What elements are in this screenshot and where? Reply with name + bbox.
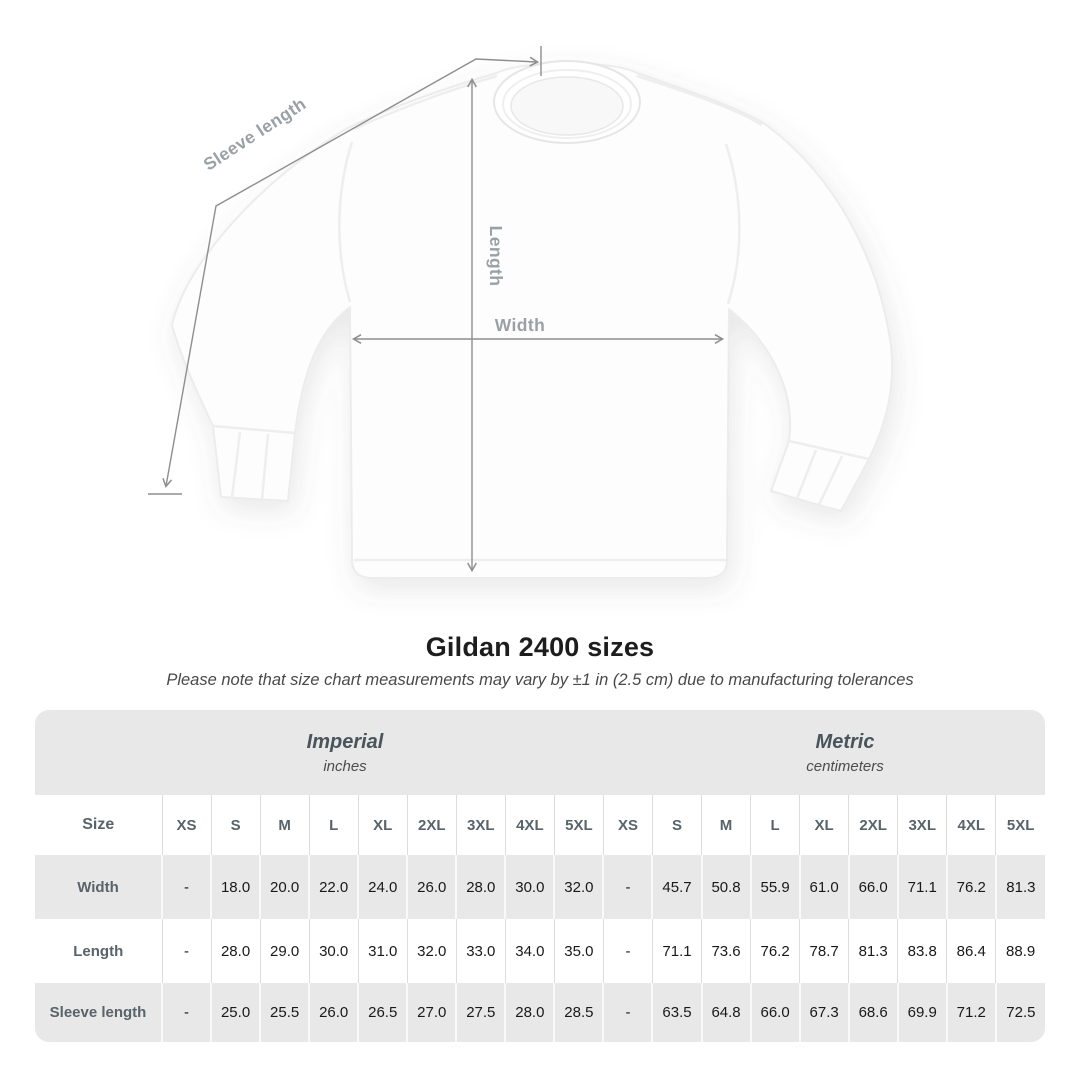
imperial-size-header: XL (358, 795, 407, 855)
metric-value-cell: 83.8 (898, 919, 947, 983)
imperial-value-cell: 26.5 (358, 983, 407, 1042)
imperial-value-cell: 24.0 (358, 855, 407, 919)
unit-group-header (35, 710, 1045, 795)
metric-size-header: 5XL (996, 795, 1045, 855)
size-chart-table (35, 710, 1045, 1042)
metric-value-cell: 55.9 (751, 855, 800, 919)
metric-size-header: XS (603, 795, 652, 855)
imperial-value-cell: 28.0 (211, 919, 260, 983)
imperial-group-label: Imperial (306, 730, 384, 753)
metric-group (806, 731, 884, 775)
measurement-row (35, 855, 1045, 919)
imperial-value-cell: 31.0 (358, 919, 407, 983)
imperial-value-cell: 25.0 (211, 983, 260, 1042)
imperial-value-cell: 30.0 (309, 919, 358, 983)
size-corner-header: Size (35, 795, 162, 855)
imperial-value-cell: - (162, 983, 211, 1042)
row-label: Sleeve length (35, 983, 162, 1042)
metric-size-header: XL (800, 795, 849, 855)
metric-size-header: M (702, 795, 751, 855)
imperial-value-cell: 32.0 (407, 919, 456, 983)
measurements-table (35, 795, 1045, 1042)
imperial-value-cell: 35.0 (554, 919, 603, 983)
metric-group-label: Metric (815, 730, 875, 753)
imperial-value-cell: 30.0 (505, 855, 554, 919)
imperial-size-header: 5XL (554, 795, 603, 855)
imperial-value-cell: - (162, 855, 211, 919)
metric-value-cell: - (603, 855, 652, 919)
metric-size-header: S (652, 795, 701, 855)
size-header-row (35, 795, 1045, 855)
imperial-size-header: S (211, 795, 260, 855)
imperial-value-cell: 20.0 (260, 855, 309, 919)
metric-value-cell: 81.3 (996, 855, 1045, 919)
metric-value-cell: 64.8 (702, 983, 751, 1042)
metric-value-cell: 68.6 (849, 983, 898, 1042)
imperial-size-header: 2XL (407, 795, 456, 855)
collar (494, 61, 640, 143)
metric-value-cell: 71.2 (947, 983, 996, 1042)
metric-value-cell: 50.8 (702, 855, 751, 919)
metric-size-header: L (751, 795, 800, 855)
metric-value-cell: 76.2 (947, 855, 996, 919)
imperial-value-cell: 29.0 (260, 919, 309, 983)
imperial-value-cell: - (162, 919, 211, 983)
imperial-size-header: XS (162, 795, 211, 855)
metric-value-cell: 66.0 (849, 855, 898, 919)
metric-size-header: 2XL (849, 795, 898, 855)
metric-value-cell: 88.9 (996, 919, 1045, 983)
metric-value-cell: 81.3 (849, 919, 898, 983)
metric-value-cell: 69.9 (898, 983, 947, 1042)
imperial-value-cell: 28.0 (505, 983, 554, 1042)
imperial-size-header: M (260, 795, 309, 855)
imperial-value-cell: 27.0 (407, 983, 456, 1042)
imperial-value-cell: 33.0 (456, 919, 505, 983)
imperial-value-cell: 25.5 (260, 983, 309, 1042)
metric-value-cell: - (603, 919, 652, 983)
metric-value-cell: 61.0 (800, 855, 849, 919)
imperial-group (307, 731, 384, 775)
page-title: Gildan 2400 sizes (425, 632, 655, 662)
metric-group-unit: centimeters (806, 757, 884, 775)
imperial-value-cell: 26.0 (309, 983, 358, 1042)
width-label: Width (494, 315, 546, 335)
imperial-value-cell: 28.0 (456, 855, 505, 919)
imperial-size-header: L (309, 795, 358, 855)
measurement-row (35, 983, 1045, 1042)
metric-size-header: 4XL (947, 795, 996, 855)
imperial-value-cell: 34.0 (505, 919, 554, 983)
metric-size-header: 3XL (898, 795, 947, 855)
metric-value-cell: 45.7 (652, 855, 701, 919)
metric-value-cell: 76.2 (751, 919, 800, 983)
length-label: Length (486, 225, 506, 287)
row-label: Length (35, 919, 162, 983)
metric-value-cell: 73.6 (702, 919, 751, 983)
metric-value-cell: 66.0 (751, 983, 800, 1042)
sleeve-length-label: Sleeve length (199, 93, 310, 175)
metric-value-cell: 78.7 (800, 919, 849, 983)
metric-value-cell: 63.5 (652, 983, 701, 1042)
metric-value-cell: 67.3 (800, 983, 849, 1042)
metric-value-cell: - (603, 983, 652, 1042)
measurement-row (35, 919, 1045, 983)
metric-value-cell: 72.5 (996, 983, 1045, 1042)
imperial-group-unit: inches (323, 757, 367, 775)
imperial-size-header: 3XL (456, 795, 505, 855)
imperial-value-cell: 26.0 (407, 855, 456, 919)
metric-value-cell: 71.1 (898, 855, 947, 919)
imperial-value-cell: 22.0 (309, 855, 358, 919)
row-label: Width (35, 855, 162, 919)
imperial-value-cell: 27.5 (456, 983, 505, 1042)
tolerance-note: Please note that size chart measurements may vary by ±1 in (2.5 cm) due to manufacturing tolerances (166, 671, 914, 689)
imperial-value-cell: 18.0 (211, 855, 260, 919)
metric-value-cell: 86.4 (947, 919, 996, 983)
metric-value-cell: 71.1 (652, 919, 701, 983)
imperial-value-cell: 32.0 (554, 855, 603, 919)
imperial-size-header: 4XL (505, 795, 554, 855)
imperial-value-cell: 28.5 (554, 983, 603, 1042)
